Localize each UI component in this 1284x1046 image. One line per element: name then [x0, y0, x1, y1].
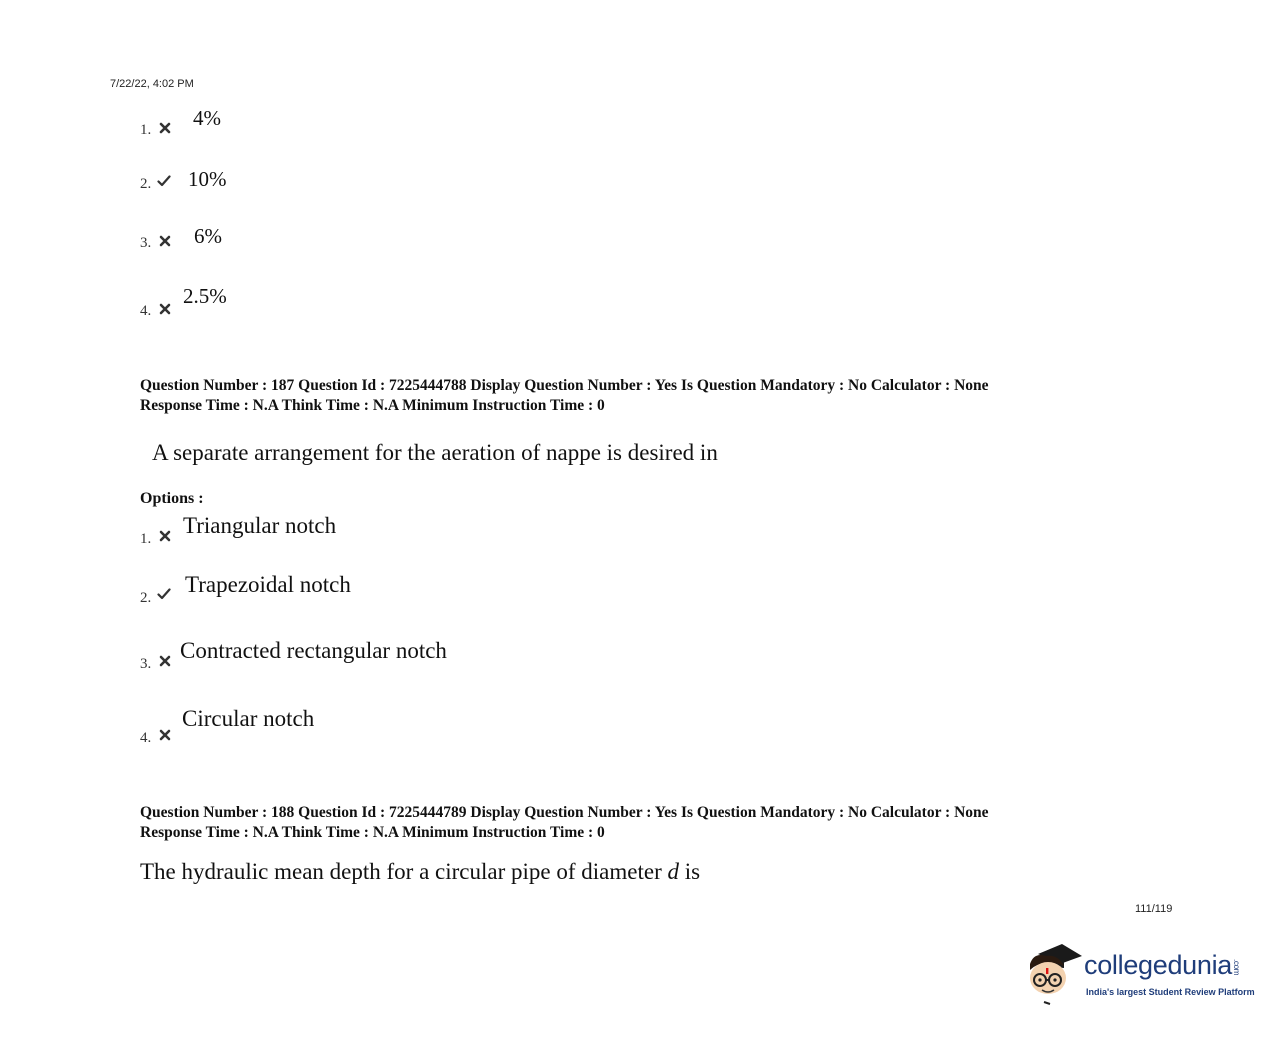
- options-label: Options :: [140, 490, 204, 507]
- cross-icon: [158, 234, 172, 248]
- option-number: 3.: [140, 235, 152, 251]
- cross-icon: [158, 529, 172, 543]
- question-variable: d: [667, 859, 679, 884]
- option-number: 1.: [140, 531, 152, 547]
- logo-tagline: India's largest Student Review Platform: [1086, 987, 1255, 997]
- option-text: 10%: [188, 167, 227, 191]
- cross-icon: [158, 728, 172, 742]
- question-text-suffix: is: [678, 859, 701, 884]
- option-text: Trapezoidal notch: [185, 572, 351, 597]
- option-text: Contracted rectangular notch: [180, 638, 447, 663]
- option-text: Circular notch: [182, 706, 315, 731]
- option-number: 2.: [140, 590, 152, 606]
- print-timestamp: 7/22/22, 4:02 PM: [110, 78, 194, 90]
- question-meta-line1: Question Number : 187 Question Id : 7225444788 Display Question Number : Yes Is Question Mandatory : No Calculator : None: [140, 377, 989, 394]
- question-text-prefix: The hydraulic mean depth for a circular pipe of diameter: [140, 859, 668, 884]
- option-number: 3.: [140, 656, 152, 672]
- option-number: 2.: [140, 176, 152, 192]
- cross-icon: [158, 302, 172, 316]
- question-meta-line2: Response Time : N.A Think Time : N.A Minimum Instruction Time : 0: [140, 397, 605, 414]
- page-number: 111/119: [1135, 903, 1173, 915]
- option-number: 4.: [140, 303, 152, 319]
- option-text: 4%: [193, 106, 221, 130]
- check-icon: [157, 587, 171, 601]
- question-text: [140, 859, 700, 885]
- cross-icon: [158, 121, 172, 135]
- check-icon: [157, 174, 171, 188]
- option-text: 2.5%: [183, 284, 227, 308]
- option-number: 4.: [140, 730, 152, 746]
- logo-wordmark: collegedunia.com: [1084, 950, 1242, 980]
- question-meta-line2: Response Time : N.A Think Time : N.A Minimum Instruction Time : 0: [140, 824, 605, 841]
- option-number: 1.: [140, 122, 152, 138]
- question-text: A separate arrangement for the aeration of nappe is desired in: [152, 440, 718, 465]
- collegedunia-mascot-logo: [1024, 940, 1084, 1006]
- option-text: 6%: [194, 224, 222, 248]
- question-meta-line1: Question Number : 188 Question Id : 7225444789 Display Question Number : Yes Is Question Mandatory : No Calculator : None: [140, 804, 989, 821]
- option-text: Triangular notch: [183, 513, 337, 538]
- cross-icon: [158, 654, 172, 668]
